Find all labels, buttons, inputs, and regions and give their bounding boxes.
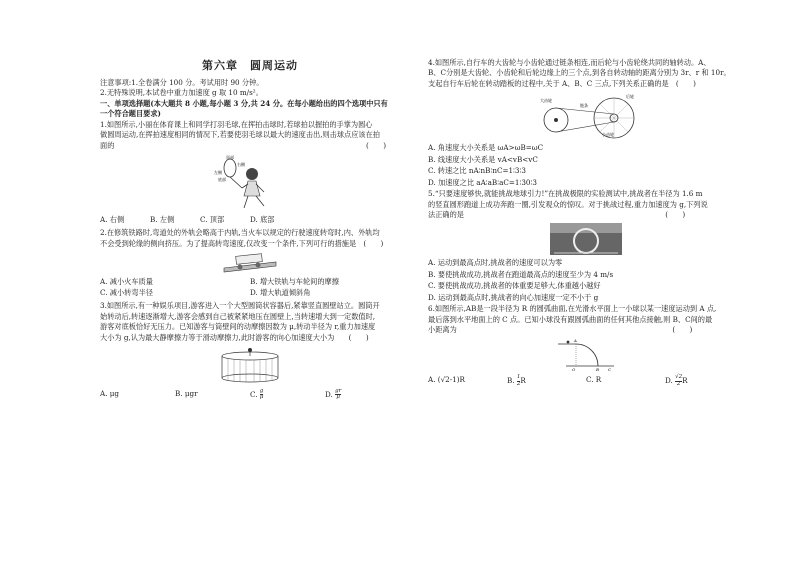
q3-option-d[interactable] bbox=[325, 389, 400, 401]
q4-figure bbox=[428, 92, 744, 140]
rotating-cylinder-illustration bbox=[215, 346, 285, 386]
vertical-loop-track-photo bbox=[550, 223, 622, 255]
q5-figure bbox=[428, 223, 744, 255]
q1-stem-3-text: 面的 bbox=[100, 140, 115, 150]
q6-option-d-den: 2 bbox=[676, 380, 681, 387]
q5-option-c[interactable]: C. 要使挑战成功,挑战者的体重要足够大,体重越小越好 bbox=[428, 281, 601, 291]
q4-label-rear-wheel: 后轮 bbox=[626, 94, 634, 100]
q3-stem-1: 3.如图所示,有一种娱乐项目,游客进入一个大型圆筒状容器后,紧靠竖直圆壁站立。圆筒开 bbox=[100, 301, 380, 311]
q4-option-a[interactable]: A. 角速度大小关系是 ωA>ωB=ωC bbox=[428, 143, 544, 153]
q1-option-b[interactable]: B. 左侧 bbox=[150, 215, 175, 224]
q6-option-b-suffix: R bbox=[520, 376, 526, 386]
note-1: 注意事项:1.全卷满分 100 分。考试用时 90 分钟。 bbox=[100, 77, 264, 87]
q1-option-c[interactable]: C. 顶部 bbox=[200, 215, 225, 224]
q6-label-o: O bbox=[572, 367, 576, 373]
q1-figure bbox=[100, 154, 400, 212]
q6-option-d-suffix: R bbox=[682, 376, 688, 386]
q6-stem-3: 小距离为 ( ) bbox=[428, 325, 693, 334]
q4-option-c[interactable]: C. 转速之比 nA∶nB∶nC=1∶3∶3 bbox=[428, 166, 526, 176]
q3-option-c-label: C. bbox=[250, 389, 258, 399]
q6-option-b-num: 1 bbox=[516, 374, 521, 381]
section-heading-2: 一个符合题目要求) bbox=[100, 109, 161, 119]
arc-surface-diagram bbox=[556, 338, 616, 372]
q6-option-d[interactable] bbox=[665, 375, 744, 387]
q5-stem-1: 5.“只要速度够快,就能挑战地球引力!”在挑战极限的实验测试中,挑战者在半径为 1.6 m bbox=[428, 189, 703, 199]
q1-stem-3 bbox=[100, 141, 400, 151]
q3-option-c[interactable] bbox=[250, 389, 325, 401]
q3-option-c-den: μ bbox=[259, 394, 264, 401]
q1-label-bottom: 底部 bbox=[218, 177, 226, 182]
badminton-girl-illustration bbox=[200, 154, 300, 212]
q3-stem-2: 始转动后,转速逐渐增大,游客会感到自己被紧紧地压在圆壁上,当转速增大到一定数值时, bbox=[100, 311, 376, 321]
train-on-rail-illustration bbox=[220, 252, 280, 274]
note-2: 2.无特殊说明,本试卷中重力加速度 g 取 10 m/s²。 bbox=[100, 88, 263, 98]
q1-label-right: 右侧 bbox=[237, 162, 245, 167]
right-column bbox=[428, 58, 744, 390]
q6-stem-1: 6.如图所示,AB是一段半径为 R 的圆弧曲面,在光滑水平面上一小球以某一速度运动到 A 点, bbox=[428, 304, 717, 314]
q1-option-a[interactable]: A. 右侧 bbox=[100, 215, 125, 224]
section-heading-1: 一、单项选择题(本大题共 8 小题,每小题 3 分,共 24 分。在每小题给出的四个选项中只有 bbox=[100, 98, 388, 108]
q3-option-c-num: g bbox=[259, 387, 264, 394]
q2-option-c[interactable]: C. 减小转弯半径 bbox=[100, 287, 153, 297]
q6-option-b-label: B. bbox=[507, 376, 515, 386]
q4-options bbox=[428, 143, 744, 188]
q6-option-b-den: 2 bbox=[516, 380, 521, 387]
q6-stem-2: 最后落到水平地面上的 C 点。已知小球没有跟圆弧曲面的任何其他点接触,则 B、C间的最 bbox=[428, 314, 713, 324]
q2-stem-1: 2.在修筑铁路时,弯道处的外轨会略高于内轨,当火车以规定的行驶速度转弯时,内、外轨均 bbox=[100, 228, 380, 238]
q5-stem-2: 的竖直圆形跑道上成功奔跑一圈,引发观众的惊叹。对于挑战过程,重力加速度为 g,下列说 bbox=[428, 199, 708, 209]
q4-stem-3: 支起自行车后轮在转动踏板的过程中,关于 A、B、C 三点,下列关系正确的是 ( ) bbox=[428, 78, 696, 88]
q2-option-d[interactable]: D. 增大轨道倾斜角 bbox=[250, 287, 311, 297]
q3-option-a[interactable]: A. μg bbox=[100, 388, 120, 398]
q6-option-d-label: D. bbox=[665, 376, 673, 386]
left-column bbox=[100, 58, 400, 404]
q3-option-b[interactable]: B. μgr bbox=[175, 388, 198, 398]
q6-label-a: A bbox=[574, 338, 577, 344]
q6-option-c[interactable]: C. R bbox=[586, 375, 602, 385]
q3-option-d-label: D. bbox=[325, 389, 333, 399]
q3-options bbox=[100, 389, 400, 401]
q6-options bbox=[428, 375, 744, 387]
q3-option-d-fraction bbox=[335, 389, 341, 401]
q3-figure bbox=[100, 346, 400, 386]
q5-stem-3: 法正确的是 ( ) bbox=[428, 209, 686, 219]
q1-stem-2: 做圆周运动,在挥拍速度相同的情况下,若要使羽毛球以最大的速度击出,则击球点应该在拍 bbox=[100, 130, 380, 140]
q4-label-big-gear: 大齿轮 bbox=[540, 98, 552, 104]
q1-label-top: 顶部 bbox=[226, 155, 234, 160]
q2-option-a[interactable]: A. 减小火车质量 bbox=[100, 277, 153, 287]
q3-option-d-den: μ bbox=[336, 394, 340, 401]
q3-stem-4: 大小为 g,认为最大静摩擦力等于滑动摩擦力,此时游客的向心加速度大小为 ( ) bbox=[100, 332, 369, 342]
q1-options bbox=[100, 215, 300, 225]
q4-stem-2: B、C分别是大齿轮、小齿轮和后轮边缘上的三个点,到各自转动轴的距离分别为 3r、r 和 10r。 bbox=[428, 68, 731, 78]
q2-option-b[interactable]: B. 增大铁轨与车轮间的摩擦 bbox=[250, 277, 339, 287]
q1-label-left: 左侧 bbox=[214, 170, 222, 175]
q4-stem-1: 4.如图所示,自行车的大齿轮与小齿轮通过链条相连,而后轮与小齿轮绕共同的轴转动。A、 bbox=[428, 58, 711, 67]
q1-paren: ( ) bbox=[366, 140, 386, 150]
q1-stem-1: 1.如图所示,小丽在体育课上和同学打羽毛球,在挥拍击球时,若球拍以握拍的手掌为圆心 bbox=[100, 119, 373, 129]
q6-option-a[interactable]: A. (√2-1)R bbox=[428, 375, 465, 385]
q1-option-d[interactable]: D. 底部 bbox=[250, 215, 275, 224]
q4-option-b[interactable]: B. 线速度大小关系是 vA<vB<vC bbox=[428, 154, 538, 164]
q2-figure bbox=[100, 252, 400, 274]
q3-option-c-fraction bbox=[260, 389, 264, 401]
q6-option-d-num: √2 bbox=[675, 374, 683, 381]
q6-label-c: C bbox=[608, 367, 612, 373]
q5-options bbox=[428, 258, 744, 303]
q2-options bbox=[100, 277, 400, 298]
q6-option-b[interactable] bbox=[507, 375, 586, 387]
q4-option-d[interactable]: D. 加速度之比 aA∶aB∶aC=1∶30∶3 bbox=[428, 177, 537, 187]
page-title: 第六章 圆周运动 bbox=[202, 59, 298, 72]
q3-option-d-num: gr bbox=[335, 387, 342, 394]
q2-stem-2: 不会受到轮缘的侧向挤压。为了提高转弯速度,仅改变一个条件,下列可行的措施是 ( ) bbox=[100, 238, 384, 248]
q5-option-b[interactable]: B. 要使挑战成功,挑战者在跑道最高点的速度至少为 4 m/s bbox=[428, 269, 614, 279]
q6-label-b: B bbox=[596, 367, 599, 373]
q5-option-d[interactable]: D. 运动到最高点时,挑战者的向心加速度一定不小于 g bbox=[428, 292, 599, 302]
q4-label-chain: 链条 bbox=[580, 103, 588, 109]
q5-option-a[interactable]: A. 运动到最高点时,挑战者的速度可以为零 bbox=[428, 258, 563, 268]
bicycle-gears-illustration bbox=[526, 92, 646, 140]
q4-label-small-gear: 小齿轮 bbox=[602, 132, 614, 138]
q3-stem-3: 游客对底板恰好无压力。已知游客与筒壁间的动摩擦因数为 μ,转动半径为 r,重力加速度 bbox=[100, 322, 376, 332]
q6-figure bbox=[428, 338, 744, 372]
